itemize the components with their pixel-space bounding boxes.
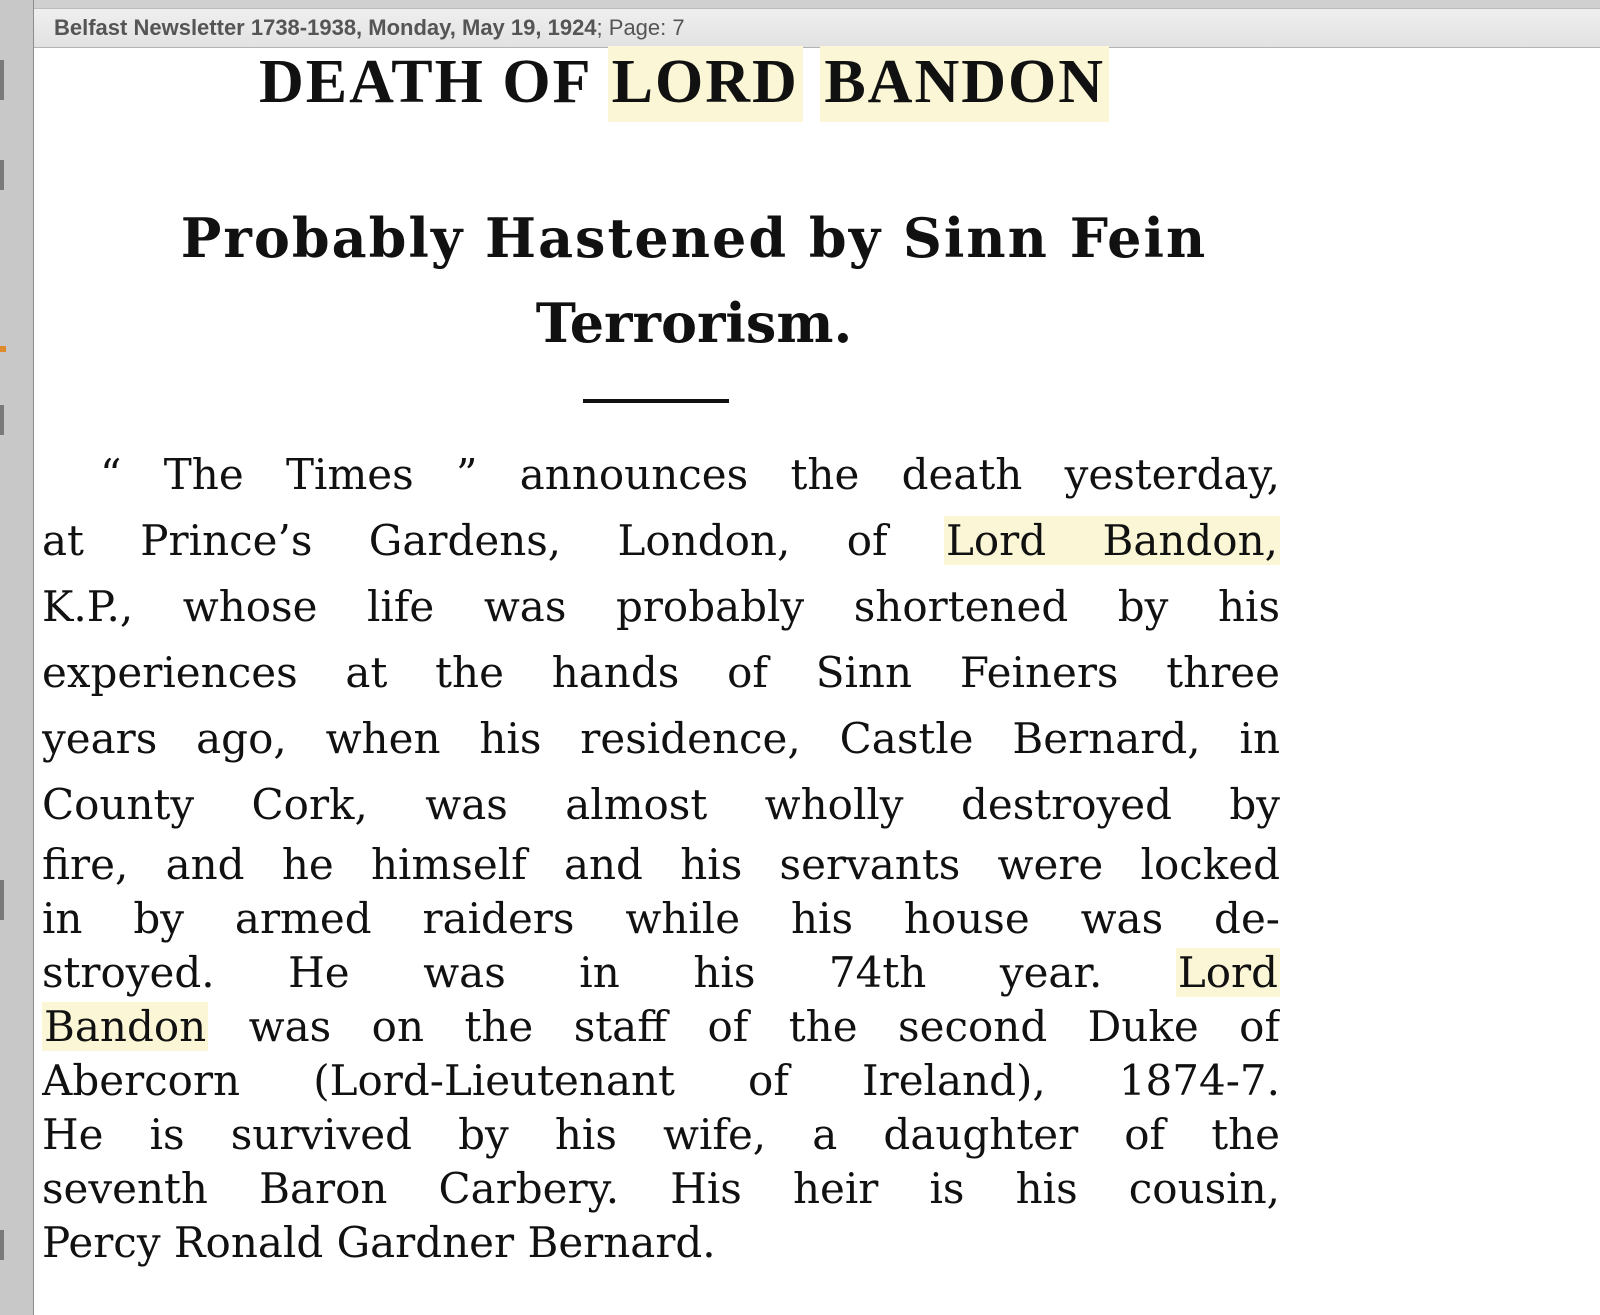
body-text: was on the staff of the second Duke of: [248, 1002, 1280, 1051]
article-body: [42, 442, 1280, 1270]
body-line: in by armed raiders while his house was de-: [42, 894, 1280, 943]
edge-mark: [0, 405, 4, 435]
headline-highlight-bandon: BANDON: [820, 46, 1109, 122]
highlight-lord: Lord: [1177, 948, 1278, 997]
body-line: experiences at the hands of Sinn Feiners three: [42, 648, 1280, 697]
subheading-line-1: Probably Hastened by Sinn Fein: [180, 206, 1208, 270]
left-panel-edge: [0, 0, 34, 1315]
headline: [34, 47, 1334, 117]
publication-title: Belfast Newsletter 1738-1938, Monday, May 19, 1924: [54, 15, 597, 40]
highlight-bandon: Bandon: [44, 1002, 207, 1051]
viewer-top-band: [34, 0, 1600, 8]
body-line: seventh Baron Carbery. His heir is his cousin,: [42, 1164, 1280, 1213]
body-line: Abercorn (Lord-Lieutenant of Ireland), 1874-7.: [42, 1056, 1280, 1105]
highlight-lord-bandon: Lord Bandon,: [945, 516, 1278, 565]
body-line: County Cork, was almost wholly destroyed by: [42, 780, 1280, 829]
body-line: [42, 1000, 1280, 1054]
subheading-line-2: Terrorism.: [535, 291, 853, 355]
edge-mark: [0, 1230, 4, 1260]
body-line: “ The Times ” announces the death yesterday,: [100, 450, 1280, 499]
headline-highlight-lord: LORD: [608, 46, 803, 122]
edge-mark: [0, 60, 4, 100]
body-line: [42, 508, 1280, 574]
newspaper-viewer: [33, 0, 1600, 1315]
body-line: K.P., whose life was probably shortened by his: [42, 582, 1280, 631]
divider-rule: [583, 399, 729, 403]
body-text: at Prince’s Gardens, London, of: [42, 516, 888, 565]
citation-bar: [34, 8, 1600, 48]
body-line: He is survived by his wife, a daughter of the: [42, 1110, 1280, 1159]
edge-mark: [0, 160, 4, 190]
edge-marker-orange: [0, 346, 6, 352]
headline-text: DEATH OF: [258, 48, 591, 116]
body-line: years ago, when his residence, Castle Bernard, in: [42, 714, 1280, 763]
body-text: stroyed. He was in his 74th year.: [42, 948, 1103, 997]
body-line: fire, and he himself and his servants were locked: [42, 840, 1280, 889]
page-label: ; Page: 7: [596, 15, 685, 40]
body-line: [42, 946, 1280, 1000]
edge-mark: [0, 880, 4, 920]
body-line: Percy Ronald Gardner Bernard.: [42, 1218, 716, 1267]
article-clipping: [34, 47, 1600, 1315]
